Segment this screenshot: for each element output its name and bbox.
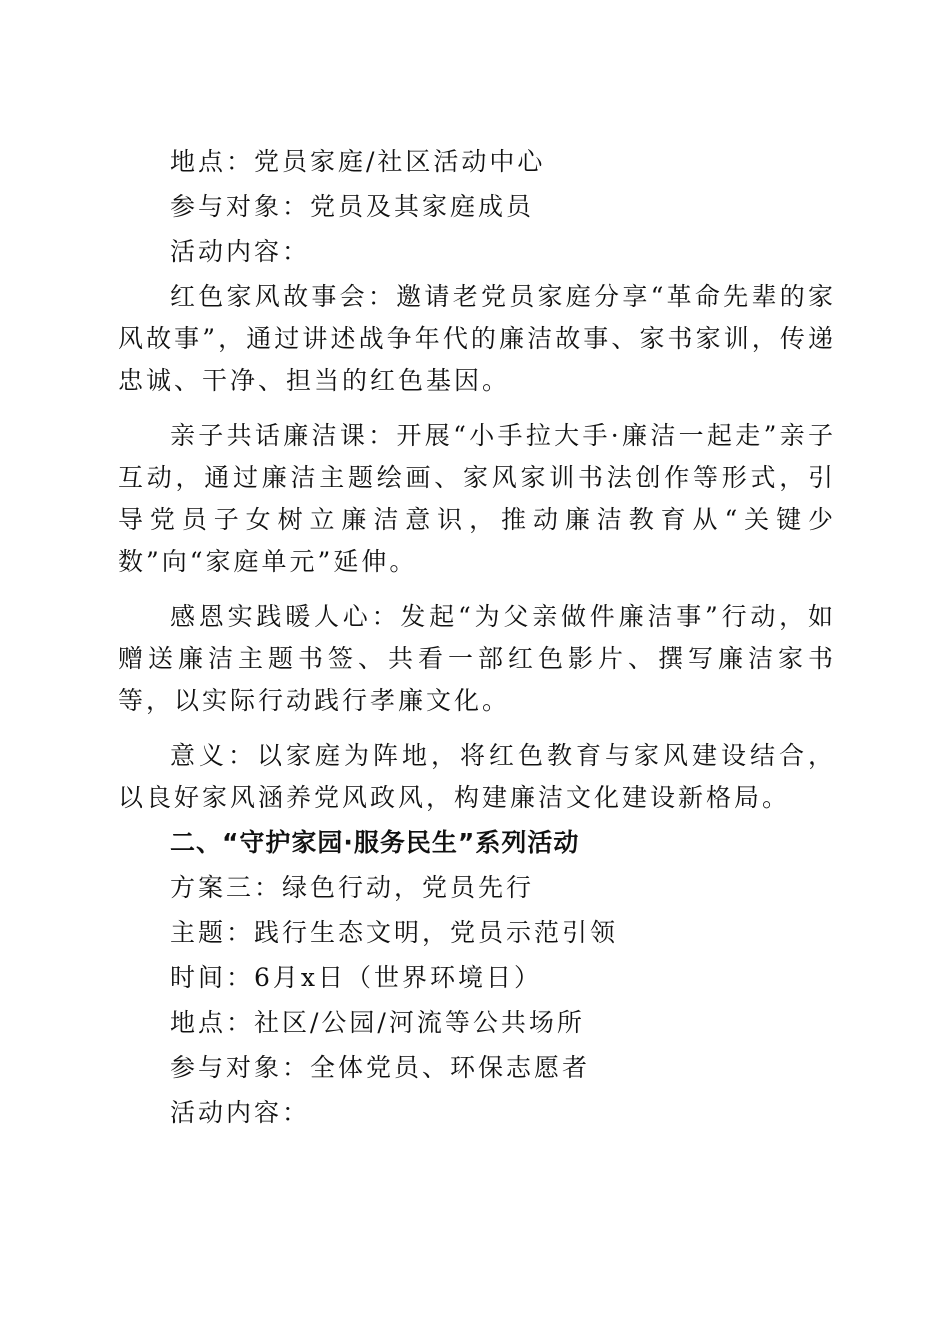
participants-line-two: 参与对象：全体党员、环保志愿者 — [170, 1053, 591, 1082]
activity-content-label-two: 活动内容： — [170, 1098, 311, 1127]
location-line-two: 地点：社区/公园/河流等公共场所 — [170, 1008, 585, 1037]
participants-line: 参与对象：党员及其家庭成员 — [170, 192, 535, 221]
significance-paragraph: 意义：以家庭为阵地，将红色教育与家风建设结合，以良好家风涵养党风政风，构建廉洁文化建设新格局。 — [118, 741, 836, 812]
document-body — [118, 141, 836, 1137]
time-line: 时间：6月x日（世界环境日） — [170, 963, 543, 992]
gratitude-practice-paragraph: 感恩实践暖人心：发起“为父亲做件廉洁事”行动，如赠送廉洁主题书签、共看一部红色影片、撰写廉洁家书等，以实际行动践行孝廉文化。 — [118, 602, 836, 715]
activity-content-label: 活动内容： — [170, 237, 311, 266]
theme-line: 主题：践行生态文明，党员示范引领 — [170, 918, 619, 947]
parent-child-class-paragraph: 亲子共话廉洁课：开展“小手拉大手·廉洁一起走”亲子互动，通过廉洁主题绘画、家风家训书法创作等形式，引导党员子女树立廉洁意识，推动廉洁教育从“关键少数”向“家庭单元”延伸。 — [118, 421, 836, 576]
location-line: 地点：党员家庭/社区活动中心 — [170, 147, 546, 176]
red-family-story-paragraph: 红色家风故事会：邀请老党员家庭分享“革命先辈的家风故事”，通过讲述战争年代的廉洁故事、家书家训，传递忠诚、干净、担当的红色基因。 — [118, 282, 836, 395]
section-heading-two: 二、“守护家园·服务民生”系列活动 — [170, 828, 580, 857]
plan-three-line: 方案三：绿色行动，党员先行 — [170, 873, 535, 902]
